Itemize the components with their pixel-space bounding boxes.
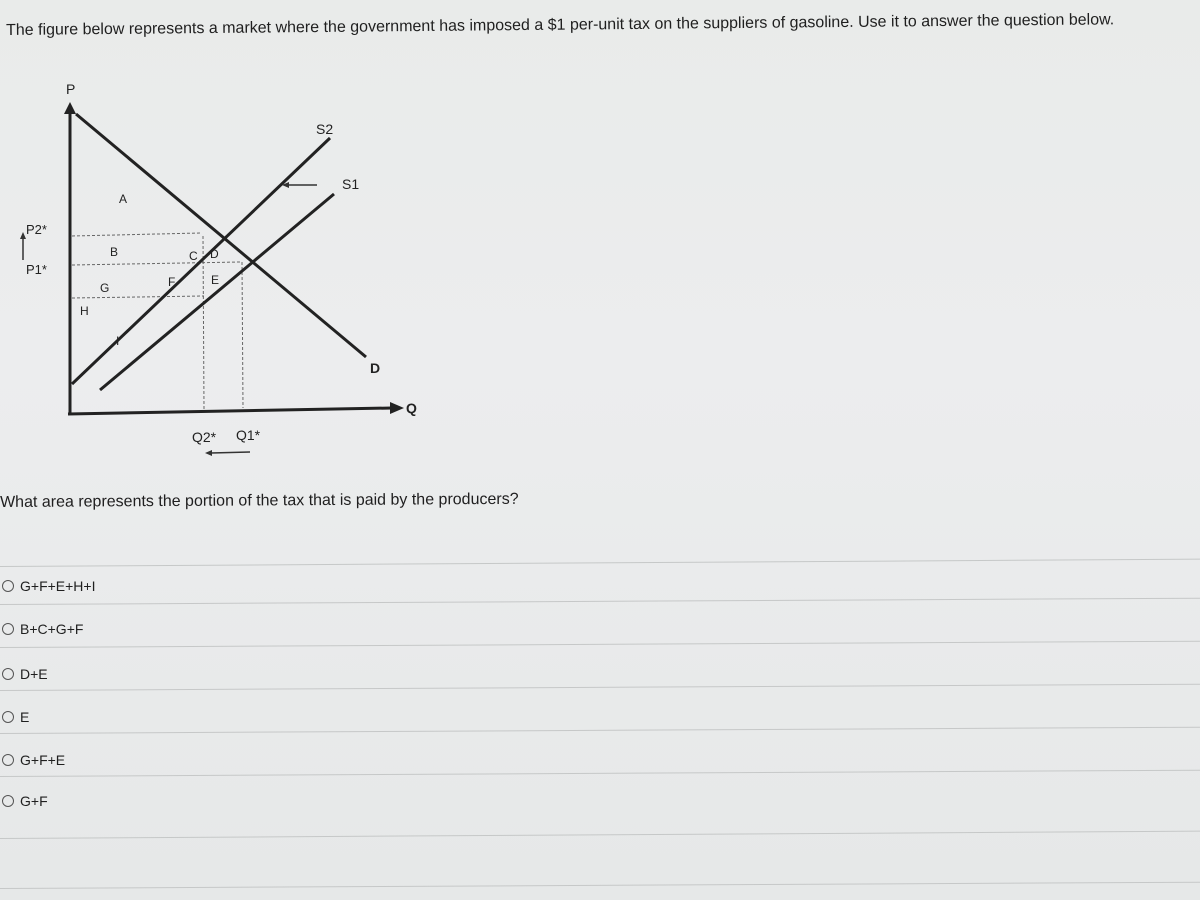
radio-button[interactable] [2, 580, 14, 592]
divider [0, 598, 1200, 605]
price-axis-label: P [66, 81, 76, 97]
quantity-axis [68, 408, 392, 414]
q1-dashed-line [242, 262, 243, 408]
area-label-i: I [116, 334, 120, 348]
divider [0, 770, 1200, 777]
area-label-b: B [110, 245, 119, 259]
divider [0, 559, 1200, 567]
quantity-axis-arrowhead [390, 402, 404, 414]
supply-curve-s2 [72, 138, 330, 384]
option-g-f-e[interactable] [2, 748, 65, 772]
radio-button[interactable] [2, 711, 14, 723]
area-label-h: H [80, 304, 89, 318]
option-label: B+C+G+F [20, 621, 84, 637]
curve-label-s2: S2 [316, 121, 334, 137]
area-label-a: A [119, 192, 128, 206]
supply-curve-s1 [100, 194, 334, 390]
option-label: G+F [20, 793, 48, 809]
divider [0, 641, 1200, 648]
option-b-c-g-f[interactable] [2, 617, 83, 641]
quantity-axis-label: Q [406, 400, 417, 416]
option-g-f[interactable] [2, 789, 48, 813]
curve-label-d: D [370, 360, 381, 376]
option-label: E [20, 709, 30, 725]
divider [0, 727, 1200, 734]
p2-dashed-line [72, 233, 200, 236]
price-label-p1: P1* [26, 262, 47, 277]
area-label-d: D [210, 247, 219, 261]
divider [0, 831, 1200, 839]
sub-question: What area represents the portion of the tax that is paid by the producers? [0, 490, 519, 511]
divider [0, 684, 1200, 691]
demand-curve [76, 114, 366, 357]
area-label-c: C [189, 249, 198, 263]
option-label: D+E [20, 666, 48, 682]
option-g-f-e-h-i[interactable] [2, 574, 95, 598]
price-label-p2: P2* [26, 222, 47, 237]
tax-wedge-dashed-line [72, 296, 204, 298]
p1-dashed-line [72, 262, 240, 265]
question-prompt: The figure below represents a market where the government has imposed a $1 per-unit tax on the suppliers of gasoline. Use it to answer the question below. [6, 11, 1115, 39]
curve-label-s1: S1 [342, 176, 360, 192]
area-label-g: G [100, 281, 110, 295]
quantity-label-q2: Q2* [192, 429, 217, 445]
quantity-shift-arrowhead [205, 450, 212, 456]
option-label: G+F+E+H+I [20, 578, 96, 594]
price-axis-arrowhead [64, 102, 76, 114]
option-d-e[interactable] [2, 662, 48, 686]
tax-incidence-graph [0, 70, 600, 470]
radio-button[interactable] [2, 795, 14, 807]
option-label: G+F+E [20, 752, 66, 768]
radio-button[interactable] [2, 668, 14, 680]
area-label-f: F [168, 275, 176, 289]
quantity-shift-arrow [211, 452, 250, 453]
radio-button[interactable] [2, 754, 14, 766]
area-label-e: E [211, 273, 220, 287]
option-e[interactable] [2, 705, 29, 729]
radio-button[interactable] [2, 623, 14, 635]
divider [0, 882, 1200, 889]
q2-dashed-line [203, 236, 204, 410]
quantity-label-q1: Q1* [236, 427, 261, 443]
